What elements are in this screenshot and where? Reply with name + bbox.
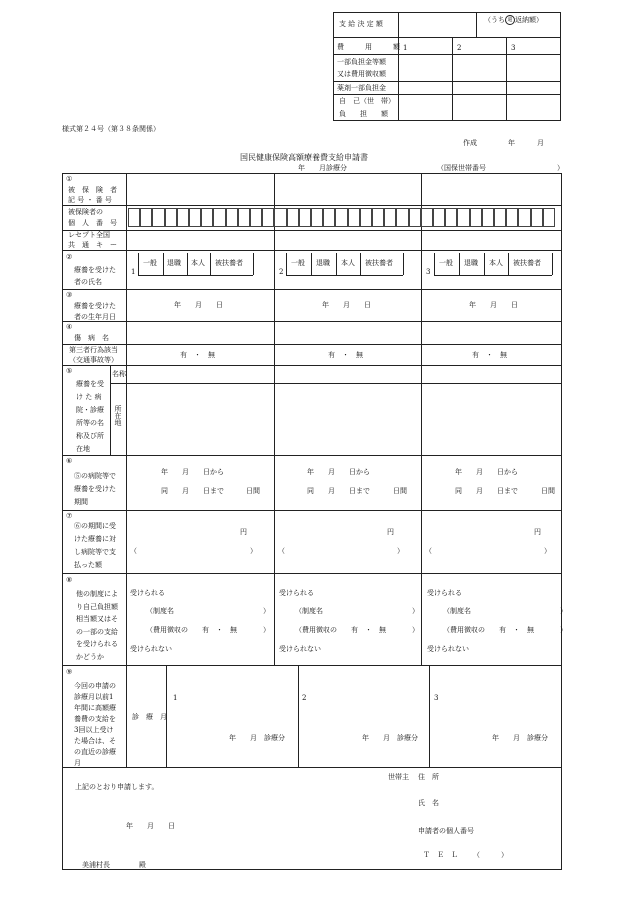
prev-month-value-3[interactable]: 年 月 診療分 bbox=[492, 734, 548, 742]
birthdate-col-1[interactable]: 年 月 日 bbox=[174, 301, 223, 309]
main-table bbox=[62, 173, 562, 870]
row3-number: ③ bbox=[66, 291, 73, 299]
paid-yen-3[interactable]: 円 bbox=[534, 528, 541, 536]
row2-number: ② bbox=[66, 253, 73, 261]
option-self-2[interactable]: 本人 bbox=[341, 259, 355, 267]
refund-close: 返納額） bbox=[515, 16, 543, 24]
label-line: 所等の名 bbox=[76, 419, 104, 427]
system-name-close-3: ） bbox=[560, 607, 567, 615]
disease-label: 傷 病 名 bbox=[74, 334, 109, 342]
system-name-close-2: ） bbox=[412, 607, 419, 615]
household-number: （国保世帯番号 bbox=[437, 164, 486, 172]
digit-box[interactable] bbox=[372, 208, 384, 227]
not-receive-option-2[interactable]: 受けられない bbox=[279, 645, 321, 653]
label-line: 療養を受けた bbox=[74, 485, 116, 493]
digit-box[interactable] bbox=[250, 208, 262, 227]
label-line: けた療養に対 bbox=[74, 535, 116, 543]
birthdate-col-3[interactable]: 年 月 日 bbox=[469, 301, 518, 309]
system-name-close-1: ） bbox=[263, 607, 270, 615]
label-line: 院・診療 bbox=[76, 406, 104, 414]
option-retired-1[interactable]: 退職 bbox=[167, 259, 181, 267]
row7-number: ⑦ bbox=[66, 512, 73, 520]
created-month: 月 bbox=[537, 139, 544, 147]
digit-box[interactable] bbox=[238, 208, 250, 227]
digit-box[interactable] bbox=[274, 208, 286, 227]
burden-label-2: 又は費用徴収額 bbox=[337, 70, 386, 78]
prev-month-col-2-number: 2 bbox=[302, 694, 307, 702]
page-title: 国民健康保険高額療養費支給申請書 bbox=[240, 153, 368, 162]
hospital-address-label: 所在地 bbox=[114, 405, 123, 426]
mayor-dono: 殿 bbox=[139, 861, 146, 869]
label-line: 在地 bbox=[76, 445, 90, 453]
option-general-3[interactable]: 一般 bbox=[439, 259, 453, 267]
hospital-name-label: 名称 bbox=[112, 370, 126, 378]
patient-col-2-number: 2 bbox=[279, 268, 284, 276]
individual-number-label-1: 被保険者の bbox=[68, 208, 103, 216]
digit-box[interactable] bbox=[457, 208, 469, 227]
digit-box[interactable] bbox=[287, 208, 299, 227]
drug-label: 薬剤一部負担金 bbox=[337, 84, 386, 92]
fee-collection-close-2: ） bbox=[412, 626, 419, 634]
option-self-1[interactable]: 本人 bbox=[191, 259, 205, 267]
paid-yen-1[interactable]: 円 bbox=[240, 528, 247, 536]
patient-col-1-number: 1 bbox=[131, 268, 136, 276]
label-line: を受けられる bbox=[76, 640, 118, 648]
row1-number: ① bbox=[66, 175, 73, 183]
prev-month-col-1-number: 1 bbox=[173, 694, 178, 702]
burden-label-1: 一部負担金等額 bbox=[337, 58, 386, 66]
fee-collection-close-1: ） bbox=[263, 626, 270, 634]
digit-box[interactable] bbox=[396, 208, 408, 227]
digit-box[interactable] bbox=[470, 208, 482, 227]
prev-month-col-3-number: 3 bbox=[434, 694, 439, 702]
cost-col-2: 2 bbox=[457, 44, 462, 52]
digit-box[interactable] bbox=[360, 208, 372, 227]
label-line: 3回以上受け bbox=[74, 726, 114, 734]
third-party-label-1: 第三者行為該当 bbox=[69, 346, 118, 354]
digit-box[interactable] bbox=[226, 208, 238, 227]
digit-box[interactable] bbox=[335, 208, 347, 227]
individual-number-label-2: 個 人 番 号 bbox=[68, 219, 117, 227]
patient-name-label-2: 者の氏名 bbox=[74, 278, 102, 286]
cost-label: 費 用 額 bbox=[337, 43, 400, 51]
paid-paren-close-1: ） bbox=[250, 547, 257, 555]
paid-paren-close-2: ） bbox=[397, 547, 404, 555]
period-from-1[interactable]: 年 月 日から bbox=[161, 468, 224, 476]
label-line: 期間 bbox=[74, 498, 88, 506]
tel-value[interactable]: （ ） bbox=[473, 851, 508, 859]
row5-number: ⑤ bbox=[66, 367, 73, 375]
label-line: の直近の診療 bbox=[74, 748, 116, 756]
digit-box[interactable] bbox=[506, 208, 518, 227]
birthdate-label-1: 療養を受けた bbox=[74, 302, 116, 310]
third-party-col-3[interactable]: 有 ・ 無 bbox=[472, 351, 507, 359]
label-line: 払った額 bbox=[74, 561, 102, 569]
label-line: 療養を受 bbox=[76, 380, 104, 388]
insured-label-2: 記 号 ・ 番 号 bbox=[68, 196, 112, 204]
digit-box[interactable] bbox=[201, 208, 213, 227]
mayor-label: 美浦村長 bbox=[82, 861, 110, 869]
fee-collection-2[interactable]: （費用徴収の 有 ・ 無 bbox=[295, 626, 386, 634]
name-label: 氏 名 bbox=[418, 799, 439, 807]
label-line: 他の制度によ bbox=[76, 590, 118, 598]
decision-label: 支 給 決 定 額 bbox=[339, 20, 383, 28]
digit-box[interactable] bbox=[531, 208, 543, 227]
label-line: し病院等で支 bbox=[74, 548, 116, 556]
address-label: 住 所 bbox=[418, 773, 439, 781]
applicant-individual-number-label: 申請者の個人番号 bbox=[418, 827, 474, 835]
digit-box[interactable] bbox=[433, 208, 445, 227]
refund-open: （うち bbox=[484, 16, 505, 24]
digit-box[interactable] bbox=[482, 208, 494, 227]
treatment-month-label: 診 療 月 bbox=[132, 713, 167, 721]
label-line: の一部の支給 bbox=[76, 627, 118, 636]
fee-collection-3[interactable]: （費用徴収の 有 ・ 無 bbox=[443, 626, 534, 634]
digit-box[interactable] bbox=[445, 208, 457, 227]
not-receive-option-3[interactable]: 受けられない bbox=[427, 645, 469, 653]
tel-label: Ｔ Ｅ Ｌ bbox=[423, 851, 458, 859]
application-date[interactable]: 年 月 日 bbox=[126, 822, 175, 830]
label-line: 今回の申請の bbox=[74, 682, 116, 690]
form-number: 様式第２４号（第３８条関係） bbox=[62, 125, 160, 133]
option-general-2[interactable]: 一般 bbox=[291, 259, 305, 267]
receipt-key-label-1: レセプト全国 bbox=[68, 231, 110, 239]
label-line: かどうか bbox=[76, 652, 104, 661]
label-line: け た 病 bbox=[76, 393, 102, 401]
patient-name-label-1: 療養を受けた bbox=[74, 266, 116, 274]
third-party-col-1[interactable]: 有 ・ 無 bbox=[180, 351, 215, 359]
self-label-2: 負 担 額 bbox=[339, 110, 388, 118]
cost-col-3: 3 bbox=[511, 44, 516, 52]
digit-box[interactable] bbox=[177, 208, 189, 227]
label-line: 相当額又はそ bbox=[76, 615, 118, 623]
period-from-3[interactable]: 年 月 日から bbox=[455, 468, 518, 476]
paid-paren-close-3: ） bbox=[544, 547, 551, 555]
digit-box[interactable] bbox=[213, 208, 225, 227]
digit-box[interactable] bbox=[409, 208, 421, 227]
household-close: ） bbox=[557, 164, 564, 172]
insured-label-1: 被 保 険 者 bbox=[68, 186, 117, 194]
digit-box[interactable] bbox=[494, 208, 506, 227]
digit-box[interactable] bbox=[165, 208, 177, 227]
system-name-3[interactable]: （制度名 bbox=[443, 607, 471, 615]
receive-option-1[interactable]: 受けられる bbox=[130, 589, 165, 597]
option-dependent-1[interactable]: 被扶養者 bbox=[215, 259, 243, 267]
period-from-2[interactable]: 年 月 日から bbox=[307, 468, 370, 476]
option-self-3[interactable]: 本人 bbox=[489, 259, 503, 267]
digit-box[interactable] bbox=[421, 208, 433, 227]
period-until-1[interactable]: 同 月 日まで bbox=[161, 487, 224, 495]
prev-month-value-1[interactable]: 年 月 診療分 bbox=[229, 734, 285, 742]
digit-box[interactable] bbox=[518, 208, 530, 227]
birthdate-label-2: 者の生年月日 bbox=[74, 313, 116, 321]
digit-box[interactable] bbox=[543, 208, 555, 227]
period-days-1[interactable]: 日間 bbox=[246, 487, 260, 495]
option-retired-3[interactable]: 退職 bbox=[464, 259, 478, 267]
paid-yen-2[interactable]: 円 bbox=[387, 528, 394, 536]
label-line: ⑤の病院等で bbox=[74, 472, 116, 480]
label-line: 診療月以前1 bbox=[74, 693, 114, 701]
paid-paren-open-3: （ bbox=[425, 547, 432, 555]
third-party-col-2[interactable]: 有 ・ 無 bbox=[328, 351, 363, 359]
digit-box[interactable] bbox=[128, 208, 140, 227]
month-of-care: 年 月診療分 bbox=[298, 164, 347, 172]
digit-box[interactable] bbox=[323, 208, 335, 227]
digit-box[interactable] bbox=[348, 208, 360, 227]
period-days-3[interactable]: 日間 bbox=[541, 487, 555, 495]
fee-collection-1[interactable]: （費用徴収の 有 ・ 無 bbox=[146, 626, 237, 634]
digit-box[interactable] bbox=[384, 208, 396, 227]
digit-box[interactable] bbox=[311, 208, 323, 227]
created-year: 年 bbox=[508, 139, 515, 147]
option-retired-2[interactable]: 退職 bbox=[316, 259, 330, 267]
label-line: た場合は、そ bbox=[74, 737, 116, 745]
applied-statement: 上記のとおり申請します。 bbox=[75, 783, 159, 791]
option-dependent-3[interactable]: 被扶養者 bbox=[513, 259, 541, 267]
digit-box[interactable] bbox=[262, 208, 274, 227]
option-dependent-2[interactable]: 被扶養者 bbox=[365, 259, 393, 267]
digit-box[interactable] bbox=[152, 208, 164, 227]
row4-number: ④ bbox=[66, 323, 73, 331]
label-line: 養費の支給を bbox=[74, 715, 116, 723]
period-days-2[interactable]: 日間 bbox=[393, 487, 407, 495]
receipt-key-label-2: 共 通 キ ー bbox=[68, 241, 117, 249]
period-until-3[interactable]: 同 月 日まで bbox=[455, 487, 518, 495]
row9-number: ⑨ bbox=[66, 668, 73, 676]
row6-number: ⑥ bbox=[66, 457, 73, 465]
receive-option-3[interactable]: 受けられる bbox=[427, 589, 462, 597]
system-name-2[interactable]: （制度名 bbox=[295, 607, 323, 615]
not-receive-option-1[interactable]: 受けられない bbox=[130, 645, 172, 653]
receive-option-2[interactable]: 受けられる bbox=[279, 589, 314, 597]
label-line: 月 bbox=[74, 759, 81, 767]
period-until-2[interactable]: 同 月 日まで bbox=[307, 487, 370, 495]
self-label-1: 自 己（世 帯） bbox=[339, 97, 395, 105]
label-line: ⑥の期間に受 bbox=[74, 522, 116, 530]
paid-paren-open-1: （ bbox=[130, 547, 137, 555]
option-general-1[interactable]: 一般 bbox=[143, 259, 157, 267]
fee-collection-close-3: ） bbox=[560, 626, 567, 634]
paid-paren-open-2: （ bbox=[278, 547, 285, 555]
label-line: 年間に高額療 bbox=[74, 704, 116, 712]
cost-col-1: 1 bbox=[403, 44, 408, 52]
digit-box[interactable] bbox=[189, 208, 201, 227]
row8-number: ⑧ bbox=[66, 576, 73, 584]
prev-month-value-2[interactable]: 年 月 診療分 bbox=[362, 734, 418, 742]
refund-note bbox=[484, 15, 543, 25]
system-name-1[interactable]: （制度名 bbox=[146, 607, 174, 615]
digit-box[interactable] bbox=[299, 208, 311, 227]
householder-label: 世帯主 bbox=[388, 773, 409, 781]
refund-circle: 還 bbox=[505, 15, 515, 25]
created-label: 作成 bbox=[463, 139, 477, 147]
label-line: 称及び所 bbox=[76, 432, 104, 440]
label-line: り自己負担額 bbox=[76, 602, 118, 611]
digit-box[interactable] bbox=[140, 208, 152, 227]
birthdate-col-2[interactable]: 年 月 日 bbox=[322, 301, 371, 309]
patient-col-3-number: 3 bbox=[426, 268, 431, 276]
third-party-label-2: （交通事故等） bbox=[69, 356, 118, 364]
